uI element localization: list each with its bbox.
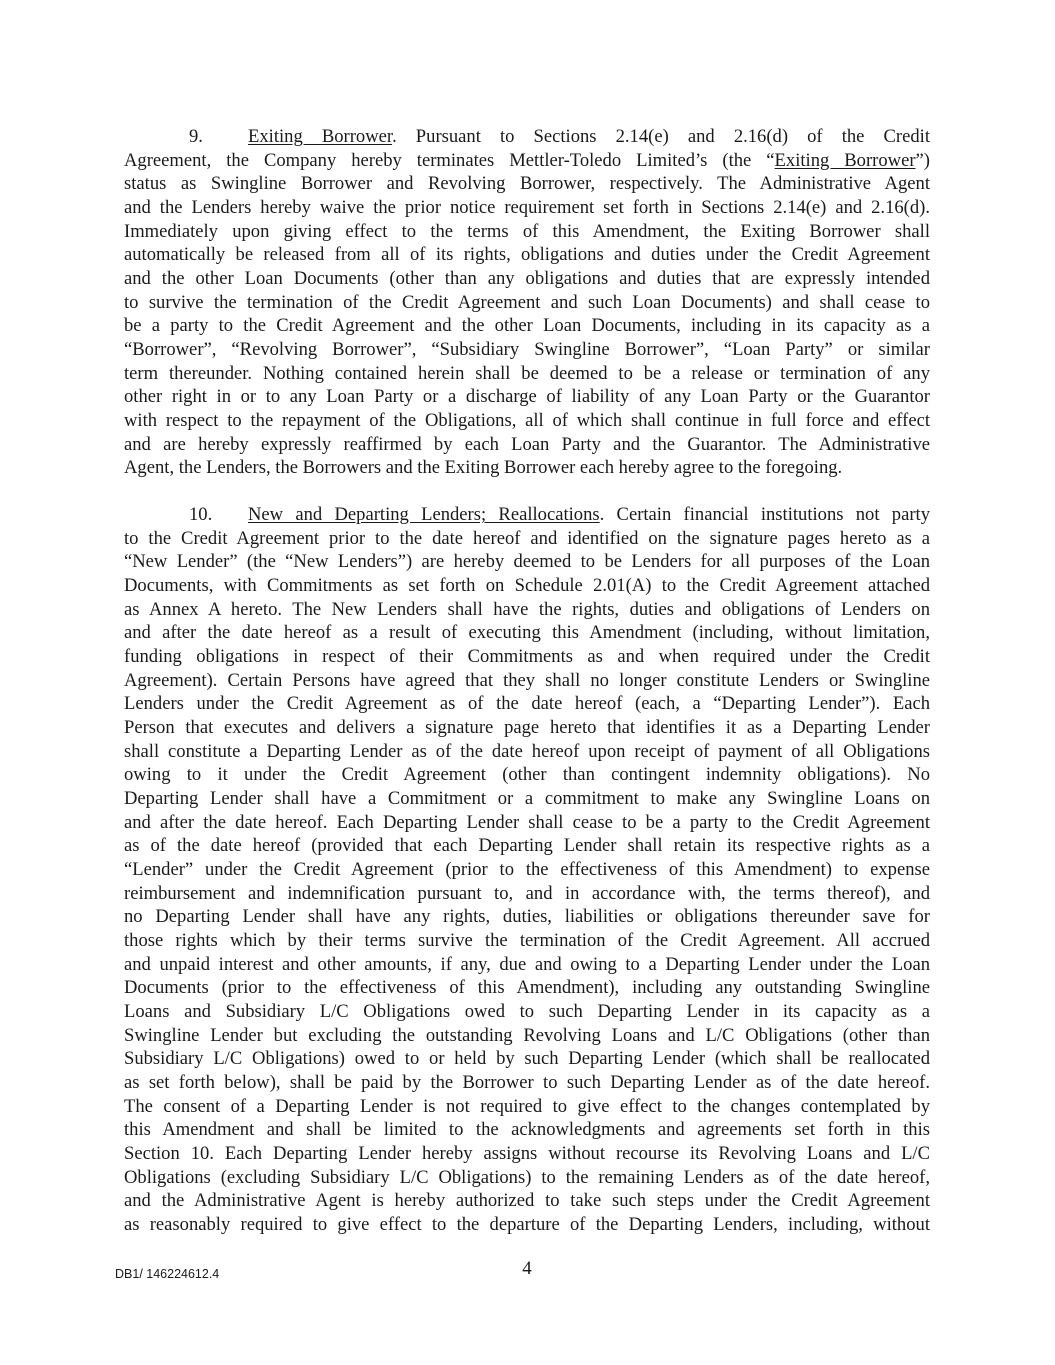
section-10-line: “New Lender” (the “New Lenders”) are hereby deemed to be Lenders for all purposes of the Loan bbox=[124, 551, 930, 572]
section-9-line: automatically be released from all of its rights, obligations and duties under the Credit Agreement bbox=[124, 244, 930, 265]
section-10-heading: New and Departing Lenders; Reallocations bbox=[248, 504, 600, 525]
page-number: 4 bbox=[522, 1258, 532, 1279]
section-10-line: shall constitute a Departing Lender as of the date hereof upon receipt of payment of all Obligations bbox=[124, 741, 930, 762]
section-10-line: Agreement). Certain Persons have agreed that they shall no longer constitute Lenders or Swingline bbox=[124, 670, 930, 691]
section-9-line: “Borrower”, “Revolving Borrower”, “Subsidiary Swingline Borrower”, “Loan Party” or similar bbox=[124, 339, 930, 360]
section-10-line: Departing Lender shall have a Commitment or a commitment to make any Swingline Loans on bbox=[124, 788, 930, 809]
section-9-line: to survive the termination of the Credit Agreement and such Loan Documents) and shall cease to bbox=[124, 292, 930, 313]
section-10-line: and unpaid interest and other amounts, if any, due and owing to a Departing Lender under the Loan bbox=[124, 954, 930, 975]
section-10-line: as reasonably required to give effect to the departure of the Departing Lenders, including, without bbox=[124, 1214, 930, 1235]
section-10-line: Swingline Lender but excluding the outstanding Revolving Loans and L/C Obligations (other than bbox=[124, 1025, 930, 1046]
section-9-line: Agreement, the Company hereby terminates Mettler-Toledo Limited’s (the “Exiting Borrower”) bbox=[124, 150, 930, 171]
section-9-line1-rest: . Pursuant to Sections 2.14(e) and 2.16(d) of the Credit bbox=[392, 126, 930, 147]
section-9-line: term thereunder. Nothing contained herein shall be deemed to be a release or termination of any bbox=[124, 363, 930, 384]
section-10-line: as set forth below), shall be paid by the Borrower to such Departing Lender as of the date hereof. bbox=[124, 1072, 930, 1093]
section-9-heading: Exiting Borrower bbox=[248, 126, 393, 147]
section-9-number: 9. bbox=[189, 126, 203, 147]
section-10-line: “Lender” under the Credit Agreement (prior to the effectiveness of this Amendment) to expense bbox=[124, 859, 930, 880]
section-10-line: Lenders under the Credit Agreement as of the date hereof (each, a “Departing Lender”). Each bbox=[124, 693, 930, 714]
section-10-line: Person that executes and delivers a signature page hereto that identifies it as a Departing Lender bbox=[124, 717, 930, 738]
section-10-line: and after the date hereof. Each Departing Lender shall cease to be a party to the Credit Agreement bbox=[124, 812, 930, 833]
section-9-line: with respect to the repayment of the Obligations, all of which shall continue in full force and effect bbox=[124, 410, 930, 431]
section-9-line: and the Lenders hereby waive the prior notice requirement set forth in Sections 2.14(e) and 2.16(d). bbox=[124, 197, 930, 218]
section-10-line: as Annex A hereto. The New Lenders shall have the rights, duties and obligations of Lenders on bbox=[124, 599, 930, 620]
defined-term-exiting-borrower: Exiting Borrower bbox=[774, 150, 916, 171]
section-10-line: Section 10. Each Departing Lender hereby assigns without recourse its Revolving Loans and L/C bbox=[124, 1143, 930, 1164]
section-9-line: Immediately upon giving effect to the terms of this Amendment, the Exiting Borrower shall bbox=[124, 221, 930, 242]
section-10-line: those rights which by their terms survive the termination of the Credit Agreement. All accrued bbox=[124, 930, 930, 951]
section-9-line: and the other Loan Documents (other than any obligations and duties that are expressly intended bbox=[124, 268, 930, 289]
section-10-line: Documents (prior to the effectiveness of this Amendment), including any outstanding Swingline bbox=[124, 977, 930, 998]
section-10-line: owing to it under the Credit Agreement (other than contingent indemnity obligations). No bbox=[124, 764, 930, 785]
section-10-number: 10. bbox=[189, 504, 213, 525]
section-10-line: and after the date hereof as a result of executing this Amendment (including, without limitation, bbox=[124, 622, 930, 643]
section-10-line: Obligations (excluding Subsidiary L/C Obligations) to the remaining Lenders as of the date hereof, bbox=[124, 1167, 930, 1188]
section-10-line: Loans and Subsidiary L/C Obligations owed to such Departing Lender in its capacity as a bbox=[124, 1001, 930, 1022]
section-10-line: as of the date hereof (provided that each Departing Lender shall retain its respective rights as a bbox=[124, 835, 930, 856]
section-10-line: this Amendment and shall be limited to the acknowledgments and agreements set forth in this bbox=[124, 1119, 930, 1140]
section-10-line: funding obligations in respect of their Commitments as and when required under the Credit bbox=[124, 646, 930, 667]
section-9-line: be a party to the Credit Agreement and the other Loan Documents, including in its capacity as a bbox=[124, 315, 930, 336]
section-9-line: status as Swingline Borrower and Revolving Borrower, respectively. The Administrative Agent bbox=[124, 173, 930, 194]
section-10-line: reimbursement and indemnification pursuant to, and in accordance with, the terms thereof), and bbox=[124, 883, 930, 904]
section-10-line: Documents, with Commitments as set forth on Schedule 2.01(A) to the Credit Agreement attached bbox=[124, 575, 930, 596]
section-10-line1-rest: . Certain financial institutions not party bbox=[599, 504, 930, 525]
section-9-line: Agent, the Lenders, the Borrowers and the Exiting Borrower each hereby agree to the foregoing. bbox=[124, 457, 843, 478]
section-10-line: Subsidiary L/C Obligations) owed to or held by such Departing Lender (which shall be reallocated bbox=[124, 1048, 930, 1069]
section-10-line: The consent of a Departing Lender is not required to give effect to the changes contemplated by bbox=[124, 1096, 930, 1117]
document-id: DB1/ 146224612.4 bbox=[115, 1267, 220, 1281]
section-9-line: and are hereby expressly reaffirmed by each Loan Party and the Guarantor. The Administrative bbox=[124, 434, 930, 455]
section-10-line: no Departing Lender shall have any rights, duties, liabilities or obligations thereunder save for bbox=[124, 906, 930, 927]
section-9-line: other right in or to any Loan Party or a discharge of liability of any Loan Party or the Guarantor bbox=[124, 386, 930, 407]
section-10-line: to the Credit Agreement prior to the date hereof and identified on the signature pages hereto as a bbox=[124, 528, 930, 549]
section-10-line: and the Administrative Agent is hereby authorized to take such steps under the Credit Agreement bbox=[124, 1190, 930, 1211]
